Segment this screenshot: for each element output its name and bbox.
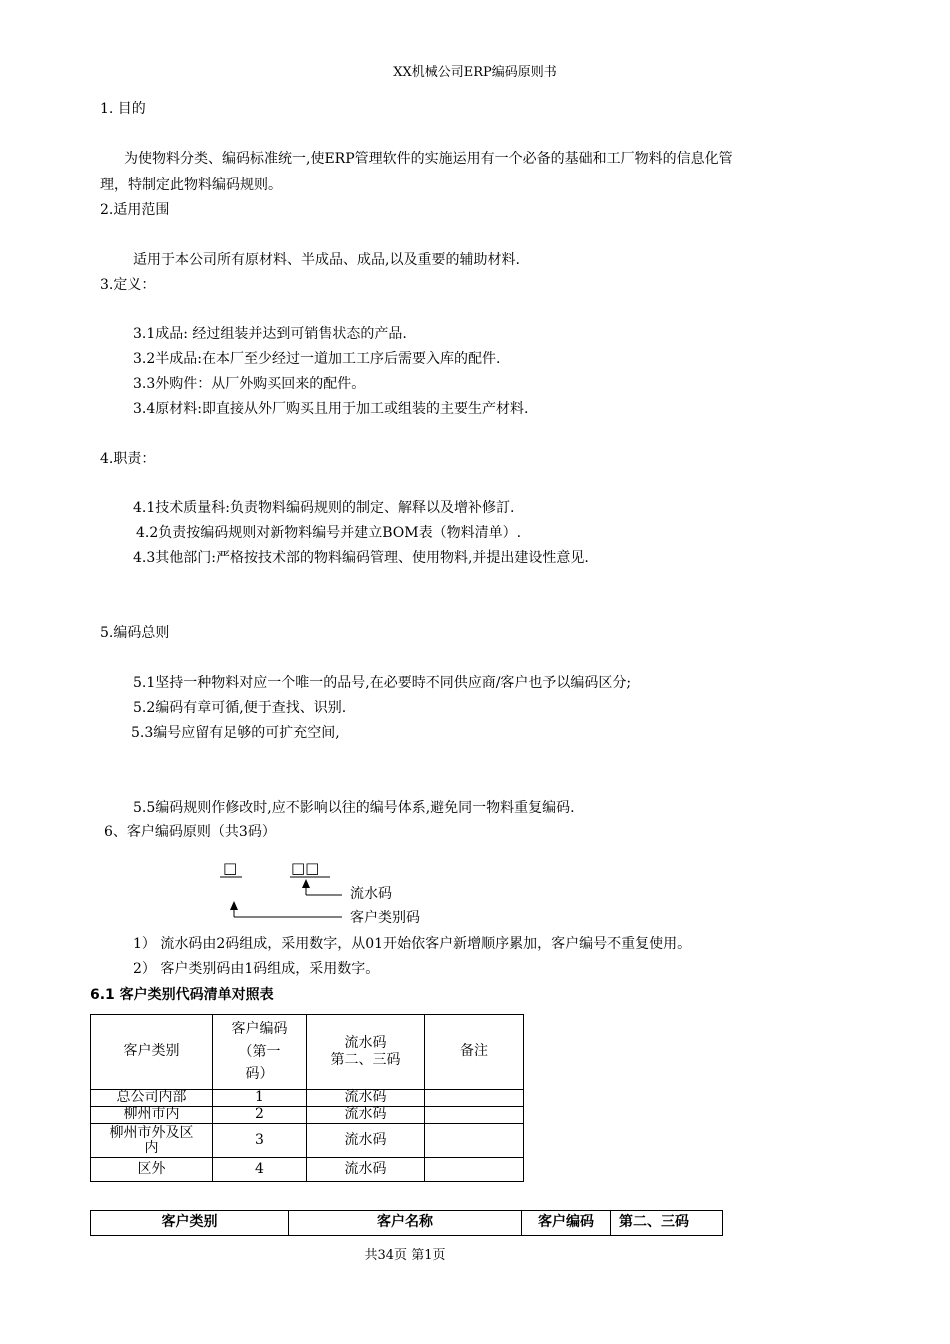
- section-6-heading: 6、客户编码原则（共3码）: [104, 824, 276, 840]
- principle-item: 5.2编码有章可循,便于查找、识别.: [133, 700, 347, 716]
- section-3-heading: 3.定义：: [100, 277, 156, 293]
- header-customer-name: 客户名称: [289, 1211, 522, 1236]
- cell-category: [91, 1124, 213, 1158]
- table-row: [91, 1124, 524, 1158]
- header-category: 客户类别: [91, 1015, 213, 1090]
- cell-category-line: 柳州市外及区: [109, 1124, 194, 1141]
- page-footer: 共34页 第1页: [364, 1248, 446, 1263]
- duty-item: 4.1技术质量科:负责物料编码规则的制定、解释以及增补修訂.: [133, 500, 515, 516]
- principle-item: 5.1坚持一种物料对应一个唯一的品号,在必要時不同供应商/客户也予以编码区分;: [133, 675, 632, 691]
- header-customer-code-line: 客户编码: [231, 1021, 288, 1038]
- definition-item: 3.4原材料:即直接从外厂购买且用于加工或组装的主要生产材料.: [133, 401, 529, 417]
- cell-code: 2: [213, 1107, 307, 1124]
- section-1-heading: 1. 目的: [100, 101, 146, 117]
- section-4-heading: 4.职责：: [100, 451, 156, 467]
- section-5-heading: 5.编码总则: [100, 625, 170, 641]
- cell-code: 4: [213, 1158, 307, 1182]
- section-2-heading: 2.适用范围: [100, 202, 170, 218]
- definition-item: 3.1成品: 经过组装并达到可销售状态的产品.: [133, 326, 407, 342]
- serial-code-label: 流水码: [350, 886, 392, 902]
- header-remark: 备注: [425, 1015, 524, 1090]
- cell-remark: [425, 1158, 524, 1182]
- cell-remark: [425, 1090, 524, 1107]
- note-item: 2） 客户类别码由1码组成，采用数字。: [133, 961, 380, 977]
- note-item: 1） 流水码由2码组成，采用数字，从01开始依客户新增顺序累加，客户编号不重复使用。: [133, 936, 692, 952]
- cell-category: 区外: [91, 1158, 213, 1182]
- section-1-text-line2: 理，特制定此物料编码规则。: [100, 177, 282, 193]
- definition-item: 3.2半成品:在本厂至少经过一道加工工序后需要入库的配件.: [133, 351, 501, 367]
- category-code-box: □: [223, 859, 238, 877]
- principle-item: 5.5编码规则作修改时,应不影响以往的编号体系,避免同一物料重复编码.: [133, 800, 575, 816]
- code-structure-diagram: [220, 858, 480, 938]
- header-serial-code-line: 流水码: [344, 1035, 387, 1052]
- table-header-row: [91, 1211, 723, 1236]
- header-customer-code-line: 码）: [245, 1066, 274, 1083]
- definition-item: 3.3外购件：从厂外购买回来的配件。: [133, 376, 366, 392]
- section-6-1-heading: 6.1 客户类别代码清单对照表: [90, 987, 274, 1003]
- cell-serial: 流水码: [307, 1107, 425, 1124]
- header-serial-code-line: 第二、三码: [330, 1052, 401, 1068]
- table-header-row: [91, 1015, 524, 1090]
- cell-code: 3: [213, 1124, 307, 1158]
- section-1-text-line1: 为使物料分类、编码标准统一,使ERP管理软件的实施运用有一个必备的基础和工厂物料的信息化管: [124, 151, 733, 167]
- principle-item: 5.3编号应留有足够的可扩充空间,: [131, 725, 340, 741]
- duty-item: 4.2负责按编码规则对新物料编号并建立BOM表（物料清单）.: [136, 525, 522, 541]
- page-header: XX机械公司ERP编码原则书: [393, 65, 557, 80]
- cell-serial: 流水码: [307, 1158, 425, 1182]
- header-customer-code: 客户编码: [522, 1211, 611, 1236]
- header-serial-code: [307, 1015, 425, 1090]
- customer-list-table: [90, 1210, 723, 1236]
- cell-serial: 流水码: [307, 1090, 425, 1107]
- customer-category-table: [90, 1014, 524, 1182]
- table-row: [91, 1090, 524, 1107]
- cell-category: 总公司内部: [91, 1090, 213, 1107]
- serial-code-boxes: □□: [291, 859, 320, 877]
- cell-serial: 流水码: [307, 1124, 425, 1158]
- section-2-text: 适用于本公司所有原材料、半成品、成品,以及重要的辅助材料.: [133, 252, 520, 268]
- header-customer-code-line: （第一: [238, 1043, 281, 1060]
- cell-remark: [425, 1107, 524, 1124]
- duty-item: 4.3其他部门:严格按技术部的物料编码管理、使用物料,并提出建设性意见.: [133, 550, 589, 566]
- cell-category-line: 内: [144, 1139, 159, 1156]
- header-customer-code: [213, 1015, 307, 1090]
- table-row: [91, 1158, 524, 1182]
- header-serial-digits: 第二、三码: [611, 1211, 723, 1236]
- cell-category: 柳州市内: [91, 1107, 213, 1124]
- header-category: 客户类别: [91, 1211, 289, 1236]
- cell-remark: [425, 1124, 524, 1158]
- table-row: [91, 1107, 524, 1124]
- category-code-label: 客户类别码: [350, 910, 420, 926]
- cell-code: 1: [213, 1090, 307, 1107]
